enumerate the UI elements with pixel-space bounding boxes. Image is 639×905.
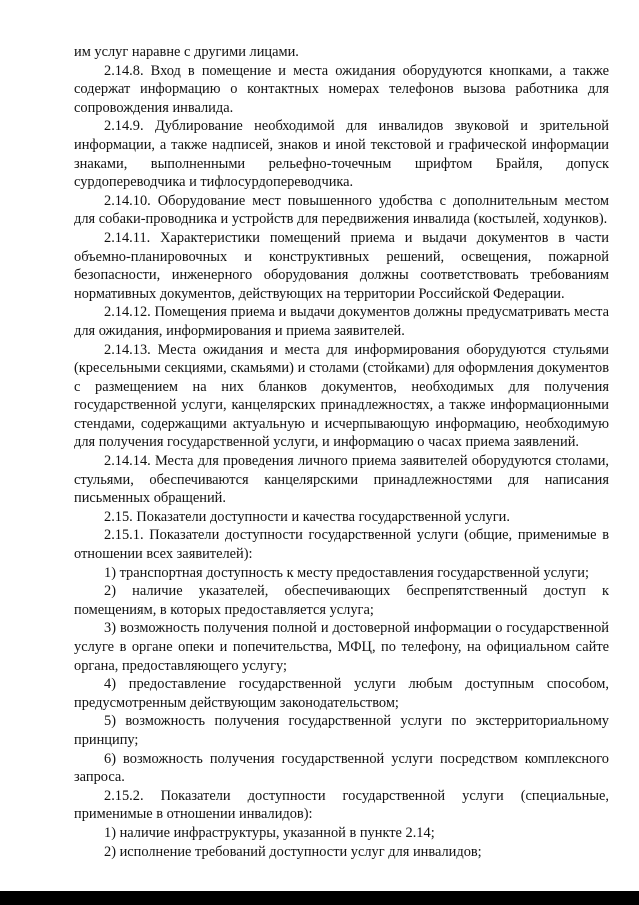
paragraph-2-14-13: 2.14.13. Места ожидания и места для информирования оборудуются стульями (кресельными секциями, скамьями) и столами (стойками) для оформления документов с размещением на них бланков документов, необходимых для получения государственной услуги, канцелярских принадлежностях, а также информационными стендами, содержащими актуальную и исчерпывающую информацию, необходимую для получения государственной услуги, и информацию о часах приема заявлений. xyxy=(74,341,609,451)
paragraph-2-15-1: 2.15.1. Показатели доступности государственной услуги (общие, применимые в отношении всех заявителей): xyxy=(74,527,609,563)
paragraph-2-14-9: 2.14.9. Дублирование необходимой для инвалидов звуковой и зрительной информации, а также надписей, знаков и иной текстовой и графической информации знаками, выполненными рельефно-точечным шрифтом Брайля, допуск сурдопереводчика и тифлосурдопереводчика. xyxy=(74,118,609,191)
list-item-special-2: 2) исполнение требований доступности услуг для инвалидов; xyxy=(104,843,482,860)
list-item-6: 6) возможность получения государственной услуги посредством комплексного запроса. xyxy=(74,750,609,786)
list-item-5: 5) возможность получения государственной услуги по экстерриториальному принципу; xyxy=(74,713,609,748)
paragraph-continuation: им услуг наравне с другими лицами. xyxy=(74,44,299,60)
paragraph-2-14-10: 2.14.10. Оборудование мест повышенного удобства с дополнительным местом для собаки-проводника и устройств для передвижения инвалида (костылей, ходунков). xyxy=(74,192,609,228)
paragraph-2-14-14: 2.14.14. Места для проведения личного приема заявителей оборудуются столами, стульями, обеспечиваются канцелярскими принадлежностями для написания письменных обращений. xyxy=(74,453,609,507)
list-item-special-1: 1) наличие инфраструктуры, указанной в пункте 2.14; xyxy=(104,824,435,841)
paragraph-2-15-2: 2.15.2. Показатели доступности государственной услуги (специальные, применимые в отношении инвалидов): xyxy=(74,787,609,823)
paragraph-2-15: 2.15. Показатели доступности и качества государственной услуги. xyxy=(104,508,510,525)
document-page xyxy=(74,43,609,861)
list-item-1: 1) транспортная доступность к месту предоставления государственной услуги; xyxy=(104,564,590,581)
list-item-2: 2) наличие указателей, обеспечивающих беспрепятственный доступ к помещениям, в которых предоставляется услуга; xyxy=(74,583,609,618)
paragraph-2-14-8: 2.14.8. Вход в помещение и места ожидания оборудуются кнопками, а также содержат информацию о контактных номерах телефонов вызова работника для сопровождения инвалида. xyxy=(74,62,609,116)
paragraph-2-14-12: 2.14.12. Помещения приема и выдачи документов должны предусматривать места для ожидания, информирования и приема заявителей. xyxy=(74,304,609,339)
list-item-4: 4) предоставление государственной услуги любым доступным способом, предусмотренным действующим законодательством; xyxy=(74,676,609,711)
list-item-3: 3) возможность получения полной и достоверной информации о государственной услуге в органе опеки и попечительства, МФЦ, по телефону, на официальном сайте органа, предоставляющего услугу; xyxy=(74,620,609,674)
scan-edge-bar xyxy=(0,891,639,905)
paragraph-2-14-11: 2.14.11. Характеристики помещений приема и выдачи документов в части объемно-планировочных и конструктивных решений, освещения, пожарной безопасности, инженерного оборудования должны соответствовать требованиям нормативных документов, действующих на территории Российской Федерации. xyxy=(74,229,609,302)
